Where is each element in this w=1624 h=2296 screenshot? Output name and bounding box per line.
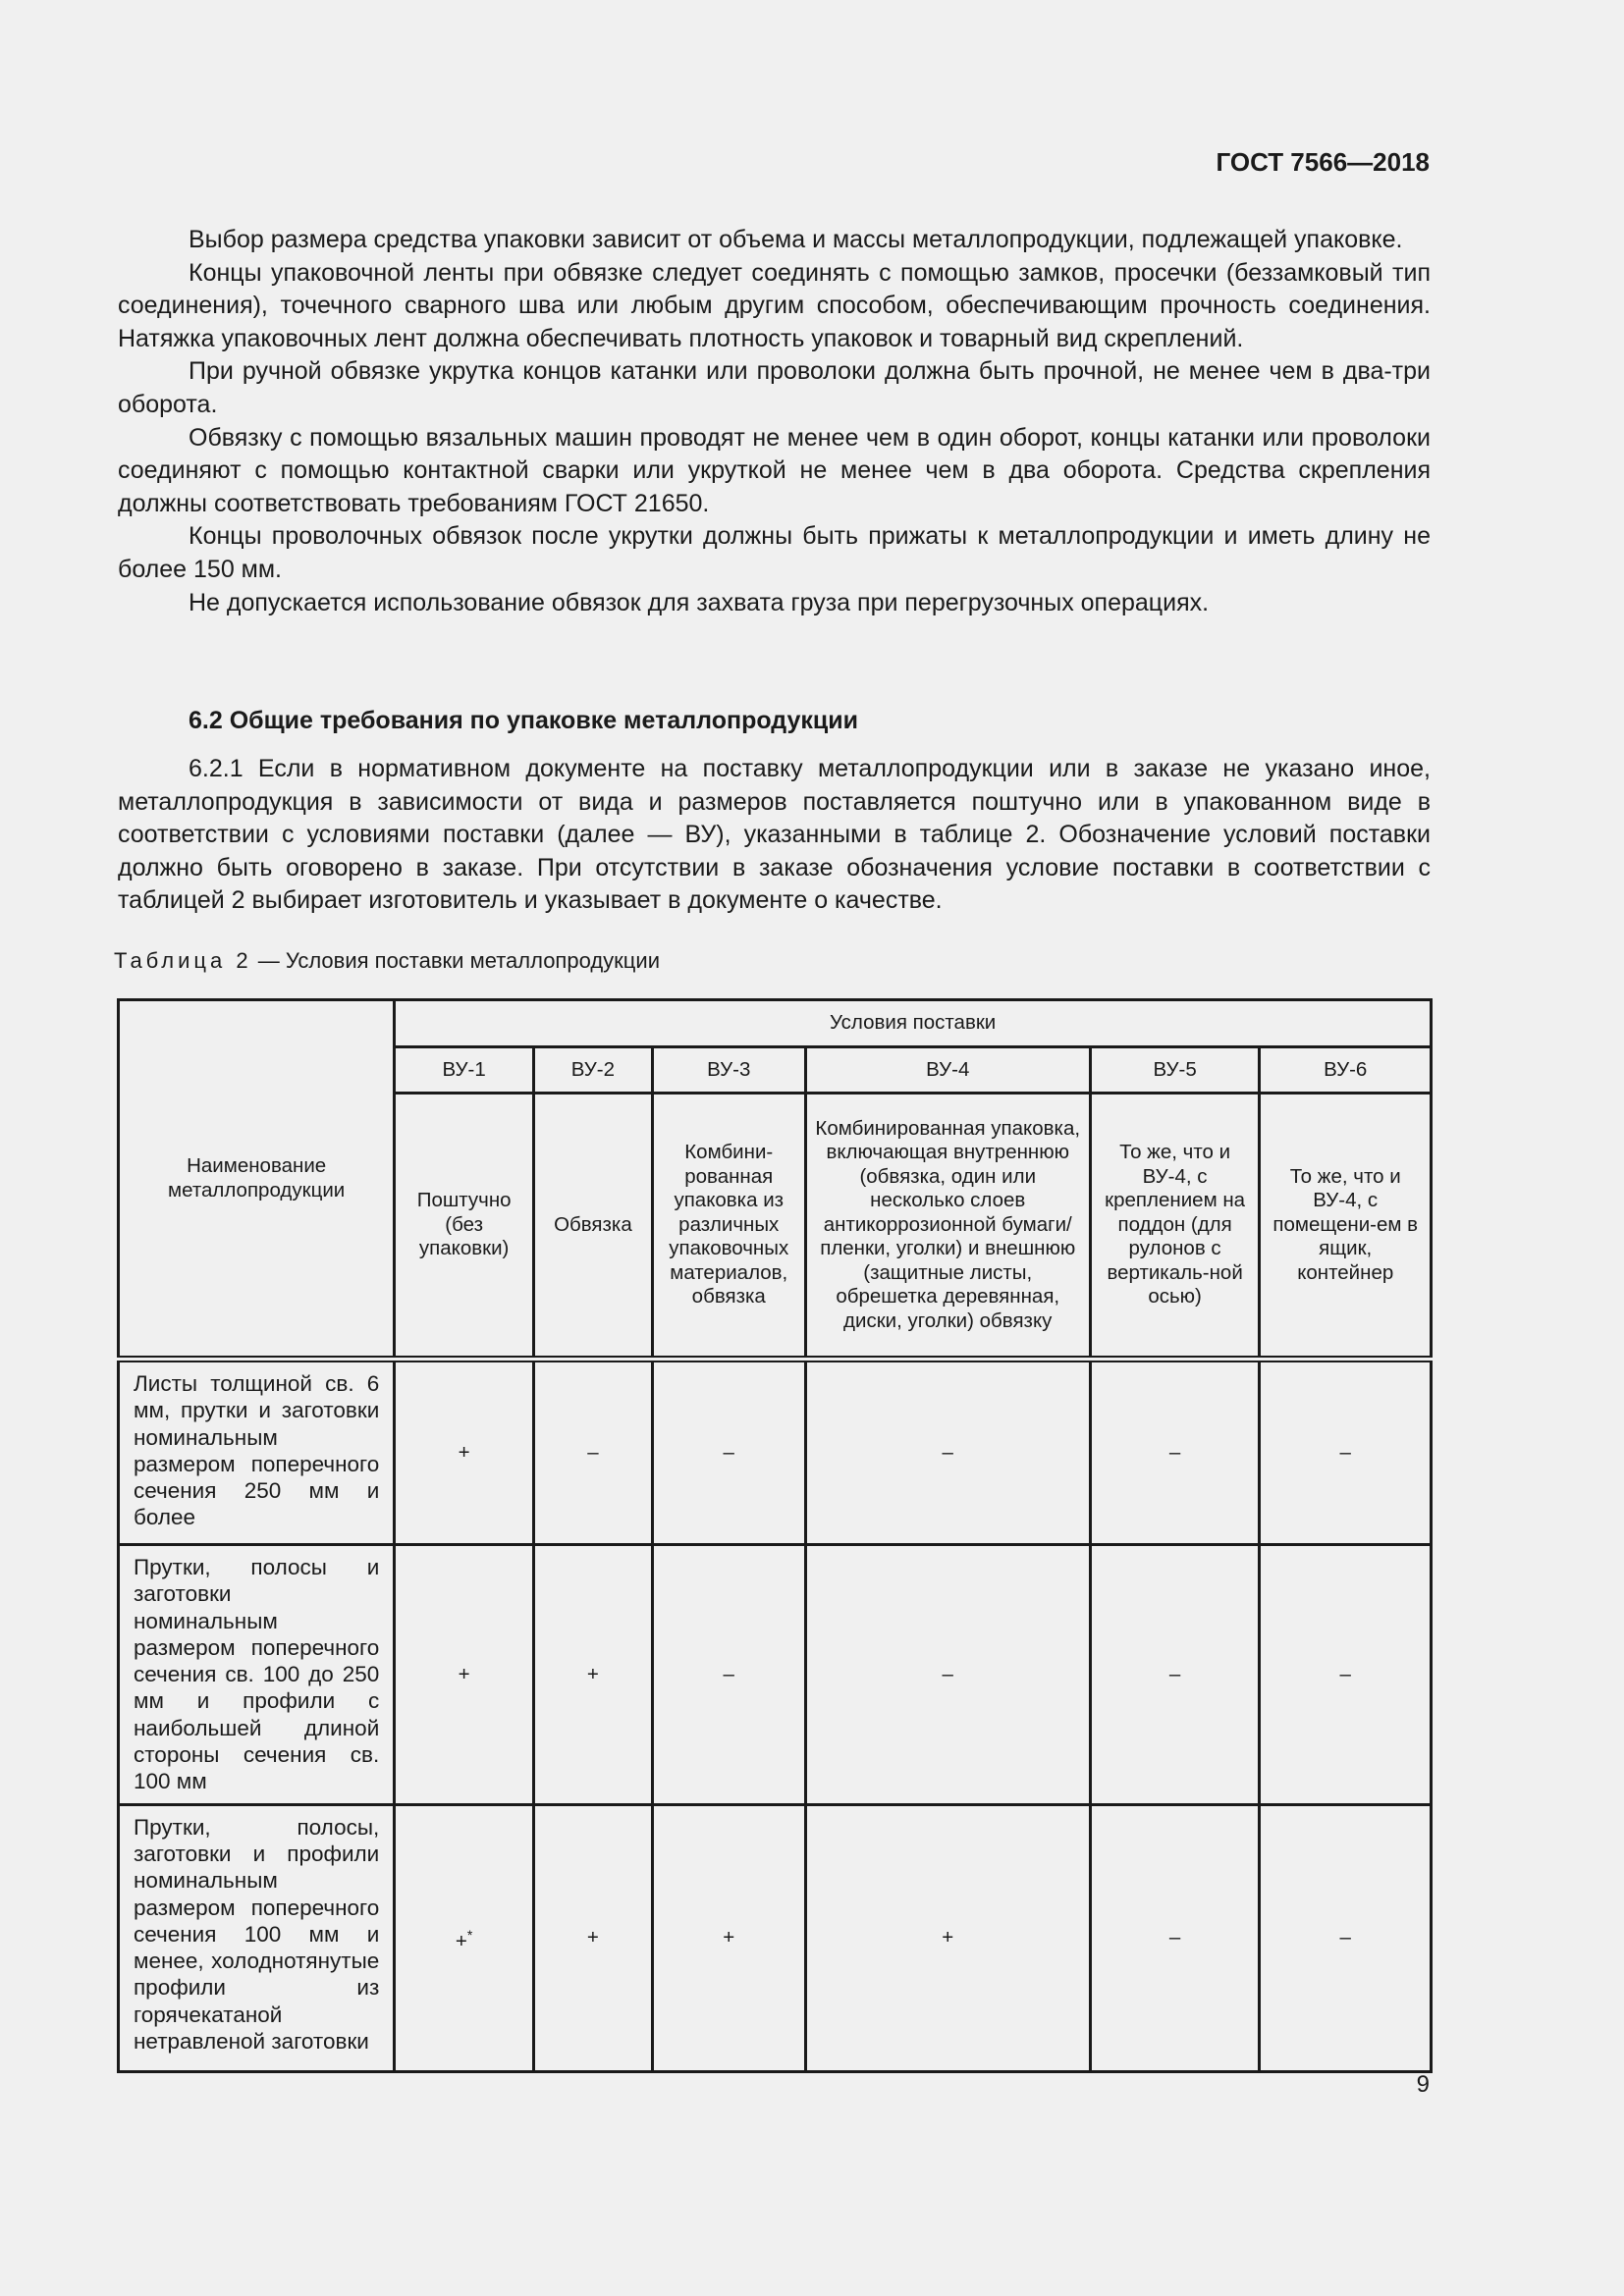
cell: –	[1260, 1360, 1432, 1545]
cell: +	[534, 1545, 653, 1805]
description-cell: Поштучно (без упаковки)	[395, 1094, 534, 1360]
code-header: ВУ-6	[1260, 1047, 1432, 1094]
product-name: Листы толщиной св. 6 мм, прутки и заготовки номинальным размером поперечного сечения 250 мм и более	[119, 1360, 395, 1545]
description-cell: Комбинированная упаковка, включающая внутреннюю (обвязка, один или несколько слоев антикоррозионной бумаги/пленки, уголки) и внешнюю (защитные листы, обрешетка деревянная, диски, уголки) обвязку	[805, 1094, 1090, 1360]
paragraph: 6.2.1 Если в нормативном документе на поставку металлопродукции или в заказе не указано иное, металлопродукция в зависимости от вида и размеров поставляется поштучно или в упакованном виде в соответствии с условиями поставки (далее — ВУ), указанными в таблице 2. Обозначение условий поставки должно быть оговорено в заказе. При отсутствии в заказе обозначения условие поставки в соответствии с таблицей 2 выбирает изготовитель и указывает в документе о качестве.	[118, 755, 1431, 915]
group-header: Условия поставки	[395, 1000, 1432, 1047]
paragraph: Не допускается использование обвязок для захвата груза при перегрузочных операциях.	[189, 588, 1210, 616]
code-header: ВУ-4	[805, 1047, 1090, 1094]
paragraph: Концы упаковочной ленты при обвязке следует соединять с помощью замков, просечки (беззамковый тип соединения), точечного сварного шва или любым другим способом, обеспечивающим прочность соединения. Натяжка упаковочных лент должна обеспечивать плотность упаковок и товарный вид скреплений.	[118, 258, 1431, 352]
description-cell: Обвязка	[534, 1094, 653, 1360]
code-header: ВУ-5	[1090, 1047, 1260, 1094]
cell	[395, 1804, 534, 2071]
cell: –	[1090, 1360, 1260, 1545]
document-id: ГОСТ 7566—2018	[1216, 147, 1430, 177]
table-caption-text: — Условия поставки металлопродукции	[251, 948, 660, 973]
table-row	[119, 1545, 1432, 1805]
table-row	[119, 1360, 1432, 1545]
section-heading: 6.2 Общие требования по упаковке металлопродукции	[189, 707, 858, 734]
table-caption	[114, 948, 660, 974]
cell: –	[1260, 1804, 1432, 2071]
paragraph: Обвязку с помощью вязальных машин проводят не менее чем в один оборот, концы катанки или проволоки соединяют с помощью контактной сварки или укруткой не менее чем в два оборота. Средства скрепления должны соответствовать требованиям ГОСТ 21650.	[118, 423, 1431, 517]
section-text	[118, 753, 1431, 918]
cell-value: +	[455, 1929, 467, 1952]
paragraph: При ручной обвязке укрутка концов катанки или проволоки должна быть прочной, не менее чем в два-три оборота.	[118, 357, 1431, 418]
code-header: ВУ-3	[652, 1047, 805, 1094]
name-header: Наименование металлопродукции	[119, 1000, 395, 1360]
product-name: Прутки, полосы, заготовки и профили номинальным размером поперечного сечения 100 мм и менее, холоднотянутые профили из горячекатаной нетравленой заготовки	[119, 1804, 395, 2071]
page-number: 9	[1416, 2071, 1430, 2098]
cell: –	[805, 1545, 1090, 1805]
code-header: ВУ-1	[395, 1047, 534, 1094]
cell: +	[652, 1804, 805, 2071]
table-caption-label: Таблица 2	[114, 948, 252, 973]
cell: +	[395, 1360, 534, 1545]
cell: –	[534, 1360, 653, 1545]
description-cell: То же, что и ВУ-4, с креплением на поддон (для рулонов с вертикаль-ной осью)	[1090, 1094, 1260, 1360]
cell: –	[1090, 1804, 1260, 2071]
body-text	[118, 224, 1431, 619]
cell: –	[652, 1360, 805, 1545]
description-cell: Комбини-рованная упаковка из различных упаковочных материалов, обвязка	[652, 1094, 805, 1360]
cell: –	[1260, 1545, 1432, 1805]
paragraph: Концы проволочных обвязок после укрутки должны быть прижаты к металлопродукции и иметь длину не более 150 мм.	[118, 522, 1431, 583]
description-cell: То же, что и ВУ-4, с помещени-ем в ящик, контейнер	[1260, 1094, 1432, 1360]
product-name: Прутки, полосы и заготовки номинальным размером поперечного сечения св. 100 до 250 мм и профили с наибольшей длиной стороны сечения св. 100 мм	[119, 1545, 395, 1805]
cell: +	[534, 1804, 653, 2071]
cell: –	[805, 1360, 1090, 1545]
cell: +	[805, 1804, 1090, 2071]
paragraph: Выбор размера средства упаковки зависит от объема и массы металлопродукции, подлежащей упаковке.	[189, 226, 1403, 253]
cell: –	[652, 1545, 805, 1805]
table-row	[119, 1804, 1432, 2071]
cell: –	[1090, 1545, 1260, 1805]
footnote-mark: *	[466, 1926, 473, 1943]
code-header: ВУ-2	[534, 1047, 653, 1094]
cell: +	[395, 1545, 534, 1805]
delivery-conditions-table	[117, 998, 1433, 2073]
